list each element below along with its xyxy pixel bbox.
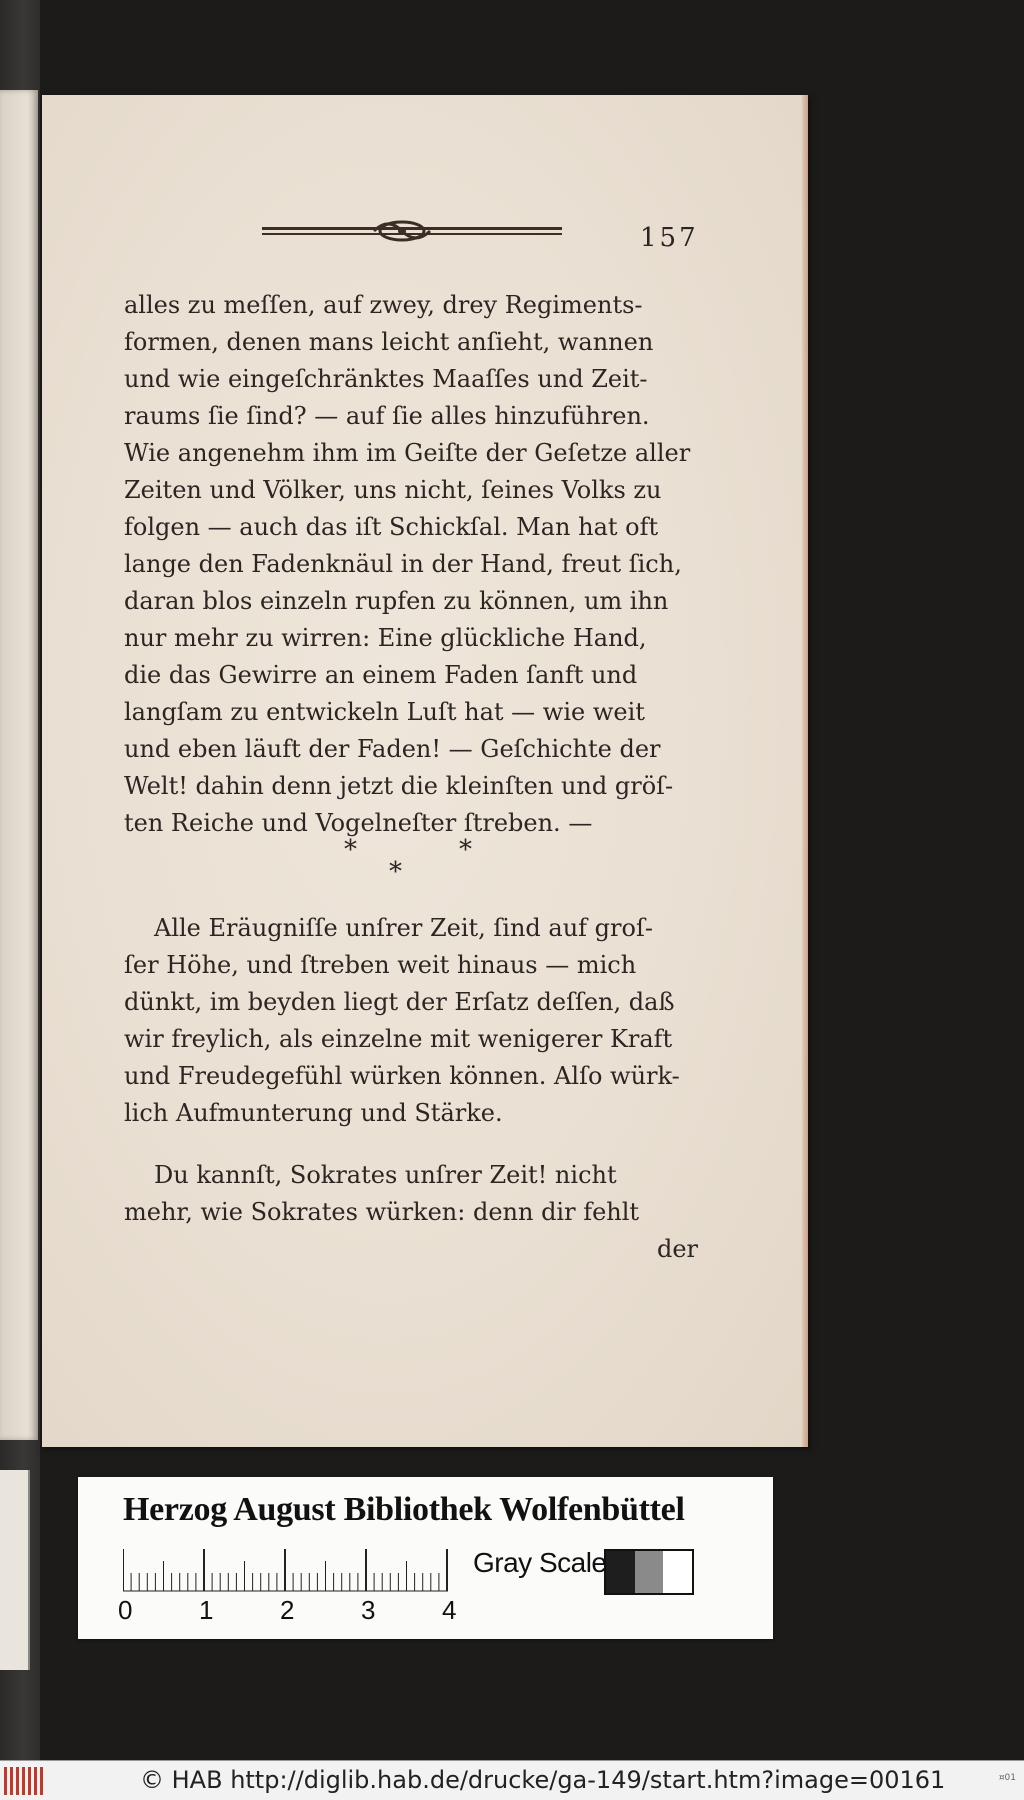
text-line: lange den Fadenknäul in der Hand, freut ſich, — [124, 550, 682, 578]
text-line: Alle Eräugniſſe unſrer Zeit, ſind auf groſ- — [154, 914, 653, 942]
gray-patch-light — [663, 1551, 692, 1593]
text-line: ten Reiche und Vogelneſter ſtreben. — — [124, 809, 593, 837]
text-line: nur mehr zu wirren: Eine glückliche Hand, — [124, 624, 647, 652]
text-line: formen, denen mans leicht anſieht, wannen — [124, 328, 654, 356]
hab-logo-icon — [4, 1767, 44, 1795]
text-line: Welt! dahin denn jetzt die kleinſten und gröſ- — [124, 772, 674, 800]
text-line: und wie eingeſchränktes Maaſſes und Zeit- — [124, 365, 648, 393]
ruler-number: 4 — [442, 1595, 457, 1625]
footer-bar — [0, 1760, 1024, 1800]
gray-patch-dark — [606, 1551, 635, 1593]
asterisk: * — [389, 857, 402, 887]
ruler-number: 0 — [118, 1595, 133, 1625]
book-page — [42, 95, 808, 1447]
footer-source-link[interactable]: © HAB http://diglib.hab.de/drucke/ga-149/start.htm?image=00161 — [140, 1766, 946, 1794]
text-line: folgen — auch das iſt Schickſal. Man hat oft — [124, 513, 659, 541]
paragraph-2 — [124, 910, 698, 1132]
text-line: dünkt, im beyden liegt der Erſatz deſſen, daß — [124, 988, 675, 1016]
text-line: wir freylich, als einzelne mit wenigerer Kraft — [124, 1025, 673, 1053]
text-line: lich Aufmunterung und Stärke. — [124, 1099, 503, 1127]
text-line: und Freudegefühl würken können. Alſo würk- — [124, 1062, 680, 1090]
ruler-scale — [123, 1547, 448, 1593]
asterisk: * — [344, 835, 357, 865]
footer-mark: ¤01 — [998, 1773, 1016, 1783]
section-asterisks — [124, 835, 698, 895]
header-ornament — [262, 219, 562, 245]
text-line: ſer Höhe, und ſtreben weit hinaus — mich — [124, 951, 637, 979]
text-line: Zeiten und Völker, uns nicht, ſeines Volks zu — [124, 476, 662, 504]
page-number: 157 — [640, 223, 699, 253]
ruler-number: 1 — [199, 1595, 214, 1625]
color-reference-card — [78, 1477, 773, 1639]
adjacent-label-edge — [0, 1470, 30, 1670]
paragraph-3 — [124, 1157, 698, 1268]
asterisk: * — [459, 835, 472, 865]
text-line: alles zu meſſen, auf zwey, drey Regiments- — [124, 291, 643, 319]
ruler-number: 3 — [361, 1595, 376, 1625]
gray-scale-label: Gray Scale — [473, 1547, 607, 1578]
adjacent-page-edge — [0, 90, 38, 1440]
ruler-number: 2 — [280, 1595, 295, 1625]
text-line: Wie angenehm ihm im Geiſte der Geſetze aller — [124, 439, 691, 467]
text-line: langſam zu entwickeln Luſt hat — wie weit — [124, 698, 645, 726]
gray-patch-mid — [635, 1551, 664, 1593]
library-title: Herzog August Bibliothek Wolfenbüttel — [123, 1491, 685, 1528]
text-line: daran blos einzeln rupfen zu können, um ihn — [124, 587, 669, 615]
text-line: raums ſie ſind? — auf ſie alles hinzuführen. — [124, 402, 650, 430]
gray-scale-patches — [604, 1549, 694, 1595]
text-line: mehr, wie Sokrates würken: denn dir fehlt — [124, 1198, 640, 1226]
text-line: die das Gewirre an einem Faden ſanft und — [124, 661, 638, 689]
text-line: und eben läuft der Faden! — Geſchichte der — [124, 735, 661, 763]
catchword: der — [656, 1235, 698, 1263]
paragraph-1 — [124, 287, 698, 842]
text-line: Du kannſt, Sokrates unſrer Zeit! nicht — [154, 1161, 617, 1189]
